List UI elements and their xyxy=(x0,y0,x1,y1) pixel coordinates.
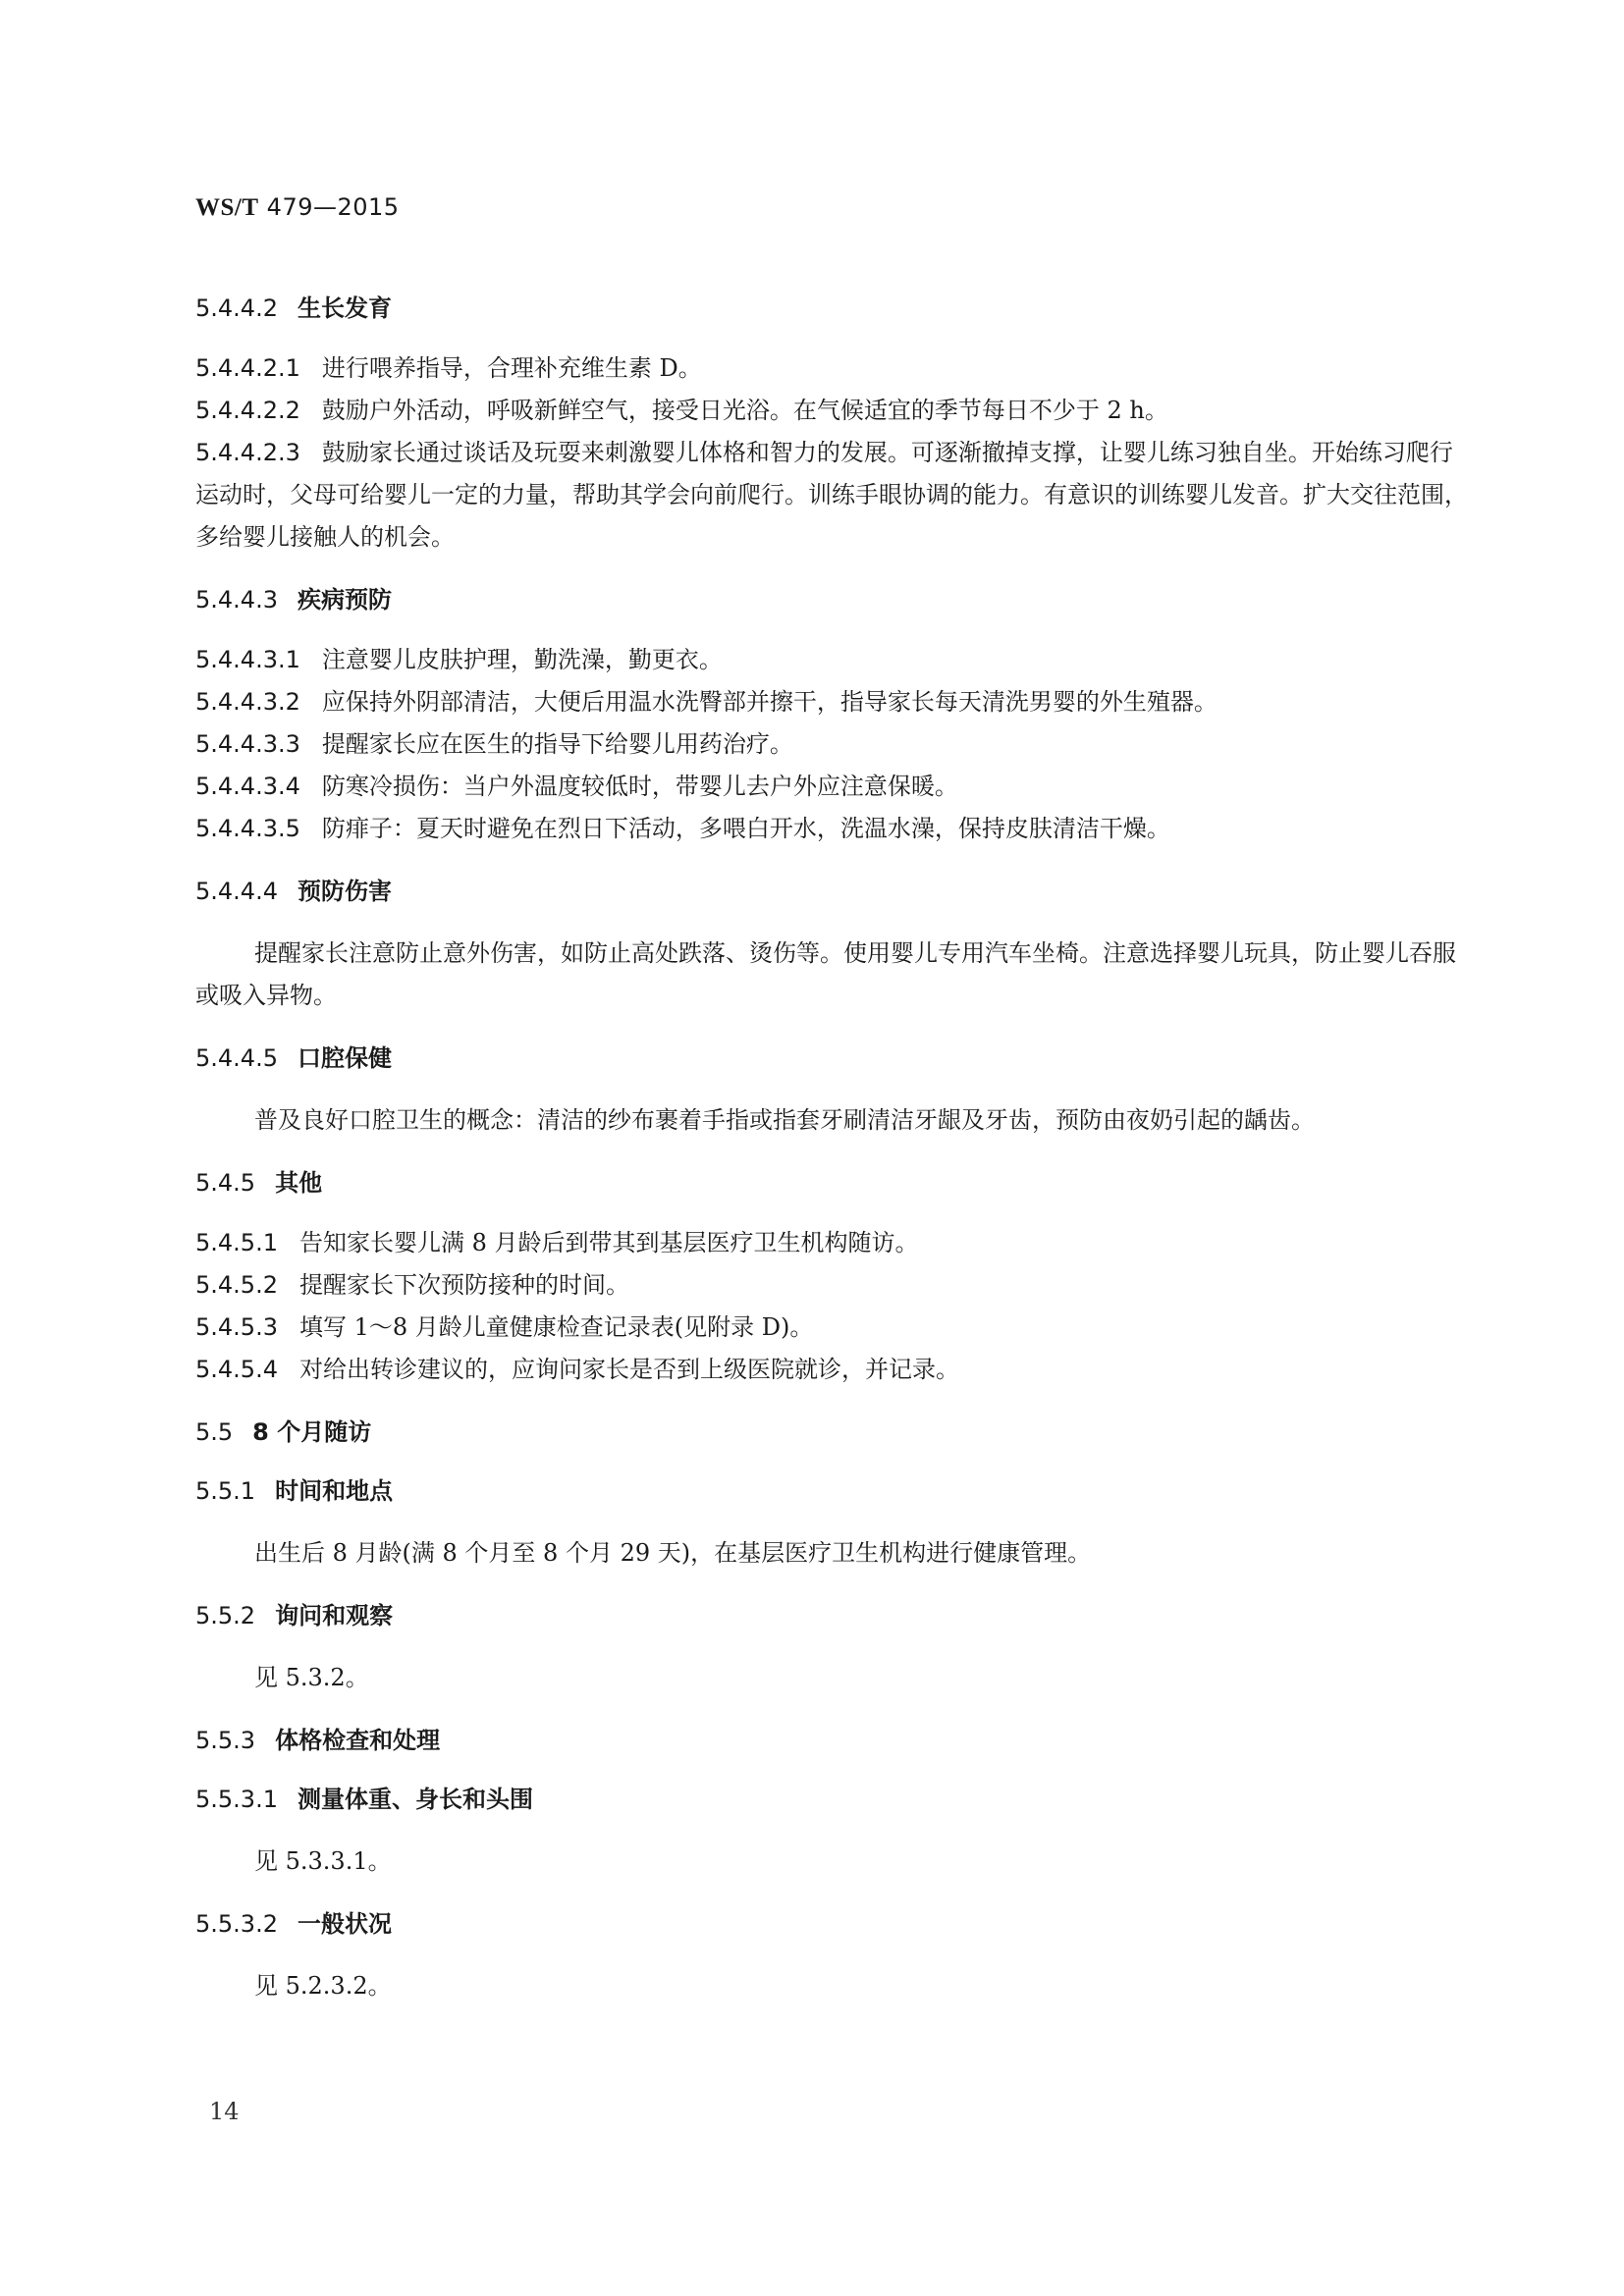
clause-text: 鼓励家长通过谈话及玩耍来刺激婴儿体格和智力的发展。可逐渐撤掉支撑，让婴儿练习独自坐。开始练习爬行运动时，父母可给婴儿一定的力量，帮助其学会向前爬行。训练手眼协调的能力。有意识的训练婴儿发音。扩大交往范围，多给婴儿接触人的机会。 xyxy=(195,439,1468,551)
clause-text: 应保持外阴部清洁，大便后用温水洗臀部并擦干，指导家长每天清洗男婴的外生殖器。 xyxy=(321,688,1218,716)
section-title: 时间和地点 xyxy=(275,1477,394,1505)
section-title: 其他 xyxy=(275,1169,323,1197)
section-number: 5.5.3.2 xyxy=(195,1910,278,1938)
section-number: 5.5.3.1 xyxy=(195,1786,278,1813)
clause xyxy=(195,723,1468,766)
clause-number: 5.4.4.3.3 xyxy=(195,730,300,758)
paragraph: 出生后 8 月龄(满 8 个月至 8 个月 29 天)，在基层医疗卫生机构进行健康管理。 xyxy=(254,1539,1092,1567)
section-heading xyxy=(195,580,1468,619)
standard-code: WS/T xyxy=(195,194,259,221)
clause xyxy=(195,681,1468,723)
section-number: 5.5.2 xyxy=(195,1602,256,1629)
section-title: 生长发育 xyxy=(297,294,392,322)
clause xyxy=(195,1307,1468,1349)
clause-number: 5.4.4.3.4 xyxy=(195,773,300,800)
clause xyxy=(195,639,1468,681)
section-heading xyxy=(195,1413,1468,1452)
section-title: 体格检查和处理 xyxy=(275,1727,441,1754)
clause-number: 5.4.4.3.2 xyxy=(195,688,300,716)
page-header xyxy=(195,193,400,222)
section-number: 5.4.4.3 xyxy=(195,586,278,614)
section-number: 5.5.1 xyxy=(195,1477,256,1505)
clause xyxy=(195,1264,1468,1307)
clause xyxy=(195,1222,1468,1264)
clause-number: 5.4.4.2.2 xyxy=(195,397,300,424)
paragraph: 提醒家长注意防止意外伤害，如防止高处跌落、烫伤等。使用婴儿专用汽车坐椅。注意选择婴儿玩具，防止婴儿吞服或吸入异物。 xyxy=(195,939,1456,1009)
section-title: 测量体重、身长和头围 xyxy=(297,1786,533,1813)
clause-text: 鼓励户外活动，呼吸新鲜空气，接受日光浴。在气候适宜的季节每日不少于 2 h。 xyxy=(321,397,1168,424)
section-heading xyxy=(195,1596,1468,1635)
section-title: 口腔保健 xyxy=(297,1044,392,1072)
section-number: 5.5.3 xyxy=(195,1727,256,1754)
section-title: 8 个月随访 xyxy=(252,1418,372,1446)
clause-text: 防寒冷损伤：当户外温度较低时，带婴儿去户外应注意保暖。 xyxy=(321,773,958,800)
section-number: 5.4.4.2 xyxy=(195,294,278,322)
section-heading xyxy=(195,872,1468,911)
clause-number: 5.4.4.3.1 xyxy=(195,646,300,673)
section-heading xyxy=(195,1780,1468,1819)
clause-number: 5.4.4.3.5 xyxy=(195,815,300,842)
clause-text: 进行喂养指导，合理补充维生素 D。 xyxy=(321,354,702,382)
paragraph: 见 5.2.3.2。 xyxy=(254,1972,392,2000)
standard-number: 479—2015 xyxy=(266,193,400,221)
paragraph: 见 5.3.2。 xyxy=(254,1664,369,1691)
section-number: 5.4.4.4 xyxy=(195,878,278,905)
section-heading xyxy=(195,1721,1468,1760)
section-number: 5.4.4.5 xyxy=(195,1044,278,1072)
clause xyxy=(195,347,1468,390)
section-title: 询问和观察 xyxy=(275,1602,394,1629)
clause-text: 对给出转诊建议的，应询问家长是否到上级医院就诊，并记录。 xyxy=(298,1356,959,1383)
clause-text: 提醒家长应在医生的指导下给婴儿用药治疗。 xyxy=(321,730,793,758)
section-title: 疾病预防 xyxy=(297,586,392,614)
clause-number: 5.4.5.3 xyxy=(195,1313,278,1341)
paragraph: 见 5.3.3.1。 xyxy=(254,1847,392,1875)
section-title: 预防伤害 xyxy=(297,878,392,905)
clause xyxy=(195,390,1468,432)
page-number: 14 xyxy=(209,2098,240,2125)
clause xyxy=(195,766,1468,808)
section-number: 5.5 xyxy=(195,1418,234,1446)
clause-number: 5.4.4.2.1 xyxy=(195,354,300,382)
clause-number: 5.4.5.1 xyxy=(195,1229,278,1256)
clause-text: 填写 1～8 月龄儿童健康检查记录表(见附录 D)。 xyxy=(298,1313,814,1341)
document-body xyxy=(195,289,1468,2007)
clause-text: 提醒家长下次预防接种的时间。 xyxy=(298,1271,629,1299)
clause-number: 5.4.4.2.3 xyxy=(195,439,300,466)
section-heading xyxy=(195,1471,1468,1511)
clause xyxy=(195,808,1468,850)
section-title: 一般状况 xyxy=(297,1910,392,1938)
clause-text: 注意婴儿皮肤护理，勤洗澡，勤更衣。 xyxy=(321,646,723,673)
paragraph: 普及良好口腔卫生的概念：清洁的纱布裹着手指或指套牙刷清洁牙龈及牙齿，预防由夜奶引起的龋齿。 xyxy=(254,1106,1315,1134)
section-heading xyxy=(195,1039,1468,1078)
clause-text: 防痱子：夏天时避免在烈日下活动，多喂白开水，洗温水澡，保持皮肤清洁干燥。 xyxy=(321,815,1170,842)
section-number: 5.4.5 xyxy=(195,1169,256,1197)
clause-number: 5.4.5.4 xyxy=(195,1356,278,1383)
section-heading xyxy=(195,1904,1468,1944)
section-heading xyxy=(195,289,1468,328)
clause-number: 5.4.5.2 xyxy=(195,1271,278,1299)
section-heading xyxy=(195,1163,1468,1202)
clause xyxy=(195,1349,1468,1391)
clause-text: 告知家长婴儿满 8 月龄后到带其到基层医疗卫生机构随访。 xyxy=(298,1229,919,1256)
clause xyxy=(195,432,1468,559)
